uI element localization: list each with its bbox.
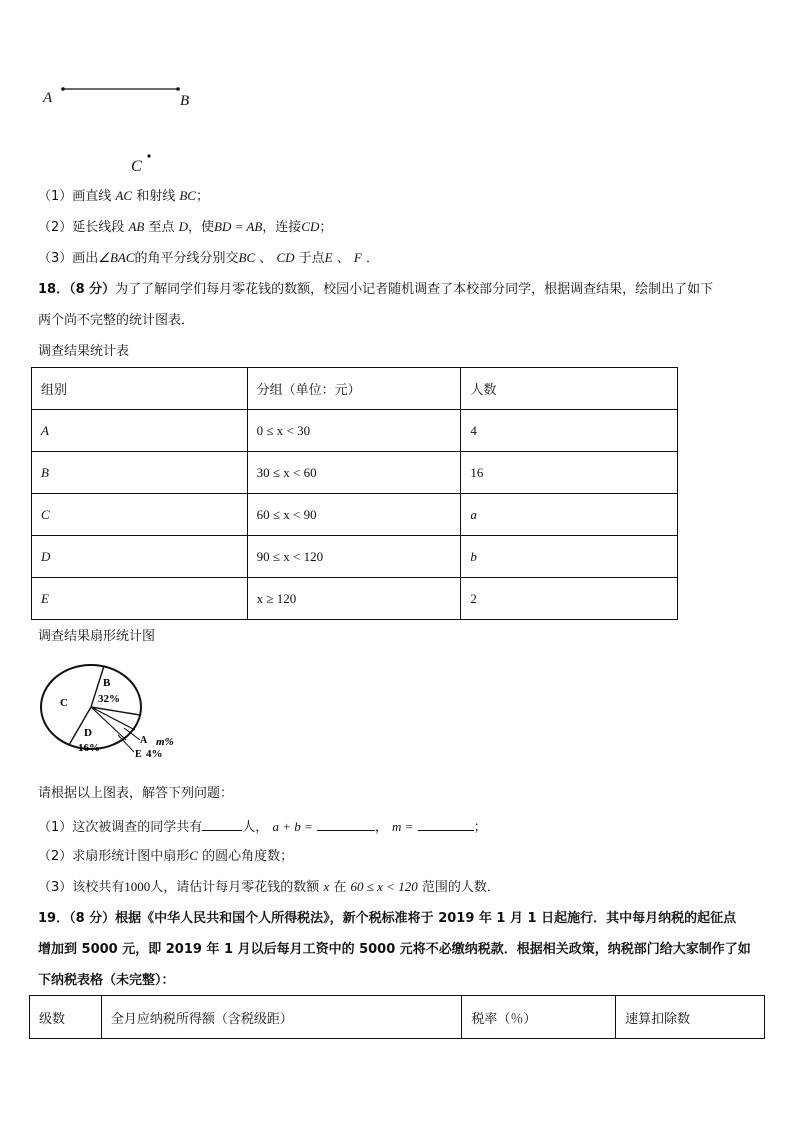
pie-chart — [36, 660, 186, 760]
table-cell: 60 ≤ x < 90 — [247, 494, 461, 536]
table-header-cell: 组别 — [32, 368, 248, 410]
table-cell: 90 ≤ x < 120 — [247, 536, 461, 578]
point-c-label: C — [131, 158, 142, 175]
q18-part1: （1）这次被调查的同学共有 人， a + b = ， m = ； — [38, 816, 487, 837]
slice-e-label: E — [135, 749, 142, 760]
q18-stats-table — [31, 367, 678, 620]
q19-text-line2: 增加到 5000 元，即 2019 年 1 月以后每月工资中的 5000 元将不必缴纳税款．根据相关政策，纳税部门给大家制作了如 — [38, 942, 751, 957]
q19-text-line1: 19．（8 分）根据《中华人民共和国个人所得税法》，新个税标准将于 2019 年 1 月 1 日起施行．其中每月纳税的起征点 — [38, 911, 737, 926]
q17-part1: （1）画直线 AC 和射线 BC； — [38, 188, 209, 204]
table-cell: 16 — [461, 452, 678, 494]
slice-d-percent: 16% — [78, 742, 100, 754]
table-header-cell: 级数 — [30, 996, 102, 1039]
point-a-dot — [61, 87, 65, 91]
table-header-cell: 全月应纳税所得额（含税级距） — [101, 996, 461, 1039]
table-header-cell: 税率（％） — [462, 996, 616, 1039]
table-header-row — [30, 996, 765, 1039]
table-cell: 30 ≤ x < 60 — [247, 452, 461, 494]
q19-header: 19．（8 分） — [38, 911, 116, 926]
table-row — [32, 410, 678, 452]
table-cell: 0 ≤ x < 30 — [247, 410, 461, 452]
slice-a-label: A — [140, 735, 148, 746]
table-cell: b — [461, 536, 678, 578]
table-cell: C — [32, 494, 248, 536]
answer-blank-m[interactable] — [418, 816, 474, 831]
table-cell: A — [32, 410, 248, 452]
table-row — [32, 578, 678, 620]
pie-divider-d — [69, 707, 91, 745]
table-cell: E — [32, 578, 248, 620]
answer-blank-a-plus-b[interactable] — [317, 816, 375, 831]
slice-a-percent: m% — [156, 736, 174, 748]
table-row — [32, 452, 678, 494]
q19-text-line3: 下纳税表格（未完整）： — [38, 973, 175, 988]
slice-e-percent: 4% — [146, 748, 163, 760]
slice-b-percent: 32% — [98, 693, 120, 705]
table-cell: a — [461, 494, 678, 536]
table-cell: D — [32, 536, 248, 578]
table-row — [32, 494, 678, 536]
table-cell: B — [32, 452, 248, 494]
answer-blank-total[interactable] — [202, 816, 242, 831]
point-b-label: B — [180, 93, 190, 109]
q17-part3: （3）画出∠BAC的角平分线分别交BC 、 CD 于点E 、 F ． — [38, 250, 380, 266]
table-header-row — [32, 368, 678, 410]
point-a-label: A — [43, 90, 53, 106]
q18-chart-title: 调查结果扇形统计图 — [38, 629, 156, 644]
q18-text-line2: 两个尚不完整的统计图表． — [38, 313, 195, 328]
table-cell: 2 — [461, 578, 678, 620]
q18-prompt: 请根据以上图表，解答下列问题： — [38, 786, 234, 801]
point-b-dot — [176, 87, 180, 91]
slice-d-label: D — [84, 727, 92, 739]
q18-text-line1: 18．（8 分）为了了解同学们每月零花钱的数额，校园小记者随机调查了本校部分同学，根据调查结果，绘制出了如下 — [38, 282, 714, 297]
table-header-cell: 速算扣除数 — [616, 996, 765, 1039]
table-cell: 4 — [461, 410, 678, 452]
q18-table-title: 调查结果统计表 — [38, 344, 130, 359]
q18-part2: （2）求扇形统计图中扇形C 的圆心角度数； — [38, 848, 294, 864]
table-header-cell: 人数 — [461, 368, 678, 410]
table-cell: x ≥ 120 — [247, 578, 461, 620]
point-c-dot — [147, 154, 150, 157]
table-row — [32, 536, 678, 578]
q17-part2: （2）延长线段 AB 至点 D，使BD = AB，连接CD； — [38, 219, 333, 235]
slice-b-label: B — [103, 677, 111, 689]
q18-header: 18．（8 分） — [38, 282, 116, 297]
table-header-cell: 分组（单位：元） — [247, 368, 461, 410]
q18-part3: （3）该校共有1000人，请估计每月零花钱的数额 x 在 60 ≤ x < 120 范围的人数． — [38, 879, 500, 895]
q19-tax-table — [29, 995, 765, 1039]
slice-c-label: C — [60, 697, 68, 709]
